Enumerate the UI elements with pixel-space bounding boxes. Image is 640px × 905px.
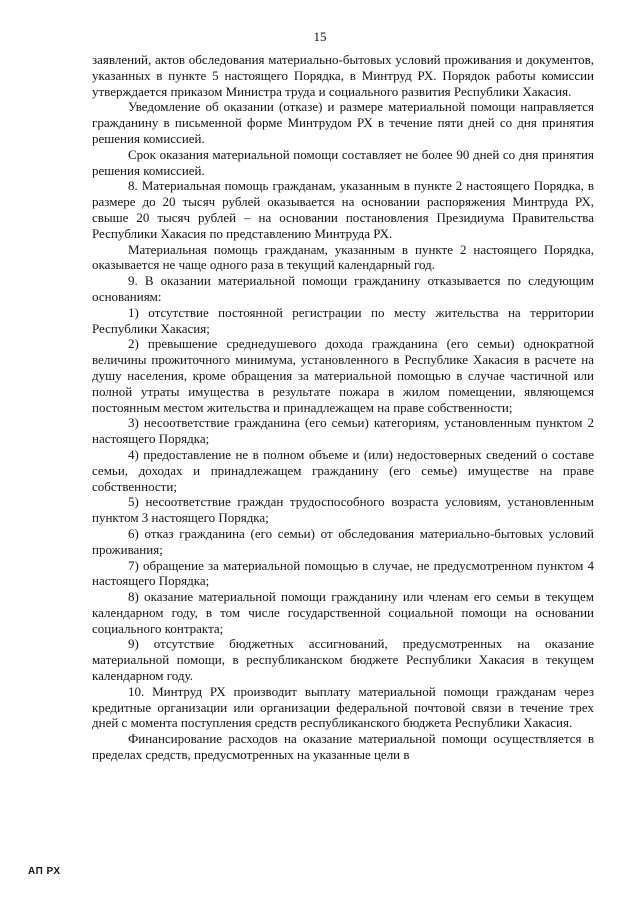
paragraph-term: Срок оказания материальной помощи составляет не более 90 дней со дня принятия решения комиссией. bbox=[92, 146, 594, 178]
footer-stamp: АП РХ bbox=[28, 866, 61, 877]
refusal-reason-7: 7) обращение за материальной помощью в случае, не предусмотренном пунктом 4 настоящего Порядка; bbox=[92, 557, 594, 589]
paragraph-item-10: 10. Минтруд РХ производит выплату материальной помощи гражданам через кредитные организации или организации федеральной почтовой связи в течение трех дней с момента поступления средств республиканского бюджета Республики Хакасия. bbox=[92, 683, 594, 731]
refusal-reason-6: 6) отказ гражданина (его семьи) от обследования материально-бытовых условий проживания; bbox=[92, 525, 594, 557]
refusal-reason-5: 5) несоответствие граждан трудоспособного возраста условиям, установленным пунктом 3 настоящего Порядка; bbox=[92, 494, 594, 526]
refusal-reason-1: 1) отсутствие постоянной регистрации по месту жительства на территории Республики Хакасия; bbox=[92, 304, 594, 336]
document-body bbox=[92, 52, 594, 763]
refusal-reason-2: 2) превышение среднедушевого дохода гражданина (его семьи) однократной величины прожиточного минимума, установленного в Республике Хакасия в расчете на душу населения, кроме обращения за материальной помощью в случае частичной или полной утраты имущества в результате пожара в жилом помещении, являющемся постоянным местом жительства и принадлежащем на праве собственности; bbox=[92, 336, 594, 415]
paragraph-frequency: Материальная помощь гражданам, указанным в пункте 2 настоящего Порядка, оказывается не чаще одного раза в текущий календарный год. bbox=[92, 241, 594, 273]
paragraph-item-9: 9. В оказании материальной помощи гражданину отказывается по следующим основаниям: bbox=[92, 273, 594, 304]
page-number: 15 bbox=[313, 29, 327, 44]
refusal-reason-3: 3) несоответствие гражданина (его семьи) категориям, установленным пунктом 2 настоящего Порядка; bbox=[92, 415, 594, 447]
paragraph-item-8: 8. Материальная помощь гражданам, указанным в пункте 2 настоящего Порядка, в размере до 20 тысяч рублей оказывается на основании распоряжения Минтруда РХ, свыше 20 тысяч рублей – на основании постановления Президиума Правительства Республики Хакасия по представлению Минтруда РХ. bbox=[92, 178, 594, 241]
paragraph-continuation: заявлений, актов обследования материально-бытовых условий проживания и документов, указанных в пункте 5 настоящего Порядка, в Минтруд РХ. Порядок работы комиссии утверждается приказом Министра труда и социального развития Республики Хакасия. bbox=[92, 52, 594, 99]
refusal-reason-4: 4) предоставление не в полном объеме и (или) недостоверных сведений о составе семьи, доходах и принадлежащем гражданину (его семье) имуществе на праве собственности; bbox=[92, 446, 594, 494]
paragraph-financing: Финансирование расходов на оказание материальной помощи осуществляется в пределах средств, предусмотренных на указанные цели в bbox=[92, 731, 594, 763]
refusal-reason-8: 8) оказание материальной помощи гражданину или членам его семьи в текущем календарном году, в том числе государственной социальной помощи на основании социального контракта; bbox=[92, 589, 594, 636]
refusal-reason-9: 9) отсутствие бюджетных ассигнований, предусмотренных на оказание материальной помощи, в республиканском бюджете Республики Хакасия в текущем календарном году. bbox=[92, 636, 594, 684]
paragraph-notification: Уведомление об оказании (отказе) и размере материальной помощи направляется гражданину в письменной форме Минтрудом РХ в течение пяти дней со дня принятия решения комиссией. bbox=[92, 99, 594, 146]
